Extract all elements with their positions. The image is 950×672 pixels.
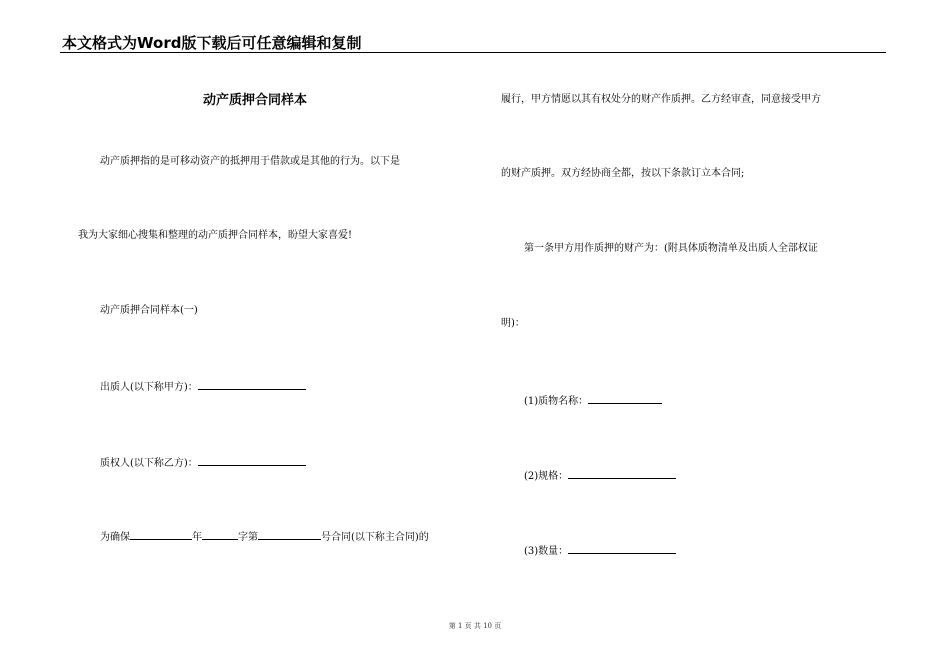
item-spec-line [524,467,676,484]
intro-line-2: 我为大家细心搜集和整理的动产质押合同样本，盼望大家喜爱! [78,230,353,241]
item-name-label: (1)质物名称： [524,396,589,407]
item-spec-label: (2)规格： [524,471,569,482]
page-number: 第 1 页 共 10 页 [448,622,502,630]
pledgor-blank [198,378,306,390]
article-1-line-2: 明)： [501,318,525,329]
header-divider [60,52,886,53]
item-name-blank [588,392,662,404]
item-spec-blank [568,467,676,479]
clause-blank-1 [130,528,192,540]
document-title: 动产质押合同样本 [203,93,308,108]
item-name-line [524,392,662,409]
clause-blank-3 [258,528,321,540]
pledgee-blank [198,454,306,466]
continuation-line-2: 的财产质押。双方经协商全都，按以下条款订立本合同; [501,168,745,179]
pledgee-line [100,454,306,471]
header-title: 本文格式为Word版下载后可任意编辑和复制 [62,34,362,52]
clause-prefix: 为确保 [100,532,130,543]
guarantee-clause-line [100,528,429,545]
clause-year: 年 [192,532,202,543]
pledgee-label: 质权人(以下称乙方)： [100,458,198,469]
pledgor-line [100,378,306,395]
clause-blank-2 [202,528,238,540]
clause-suffix: 号合同(以下称主合同)的 [321,532,429,543]
sample-heading: 动产质押合同样本(一) [100,305,198,316]
intro-line-1: 动产质押指的是可移动资产的抵押用于借款或是其他的行为。以下是 [100,156,400,167]
clause-word: 字第 [238,532,258,543]
item-quantity-label: (3)数量： [524,546,569,557]
item-quantity-blank [568,542,676,554]
item-quantity-line [524,542,676,559]
continuation-line-1: 履行，甲方情愿以其有权处分的财产作质押。乙方经审查，同意接受甲方 [501,94,821,105]
pledgor-label: 出质人(以下称甲方)： [100,382,198,393]
article-1-line-1: 第一条甲方用作质押的财产为：(附具体质物清单及出质人全部权证 [524,243,818,254]
